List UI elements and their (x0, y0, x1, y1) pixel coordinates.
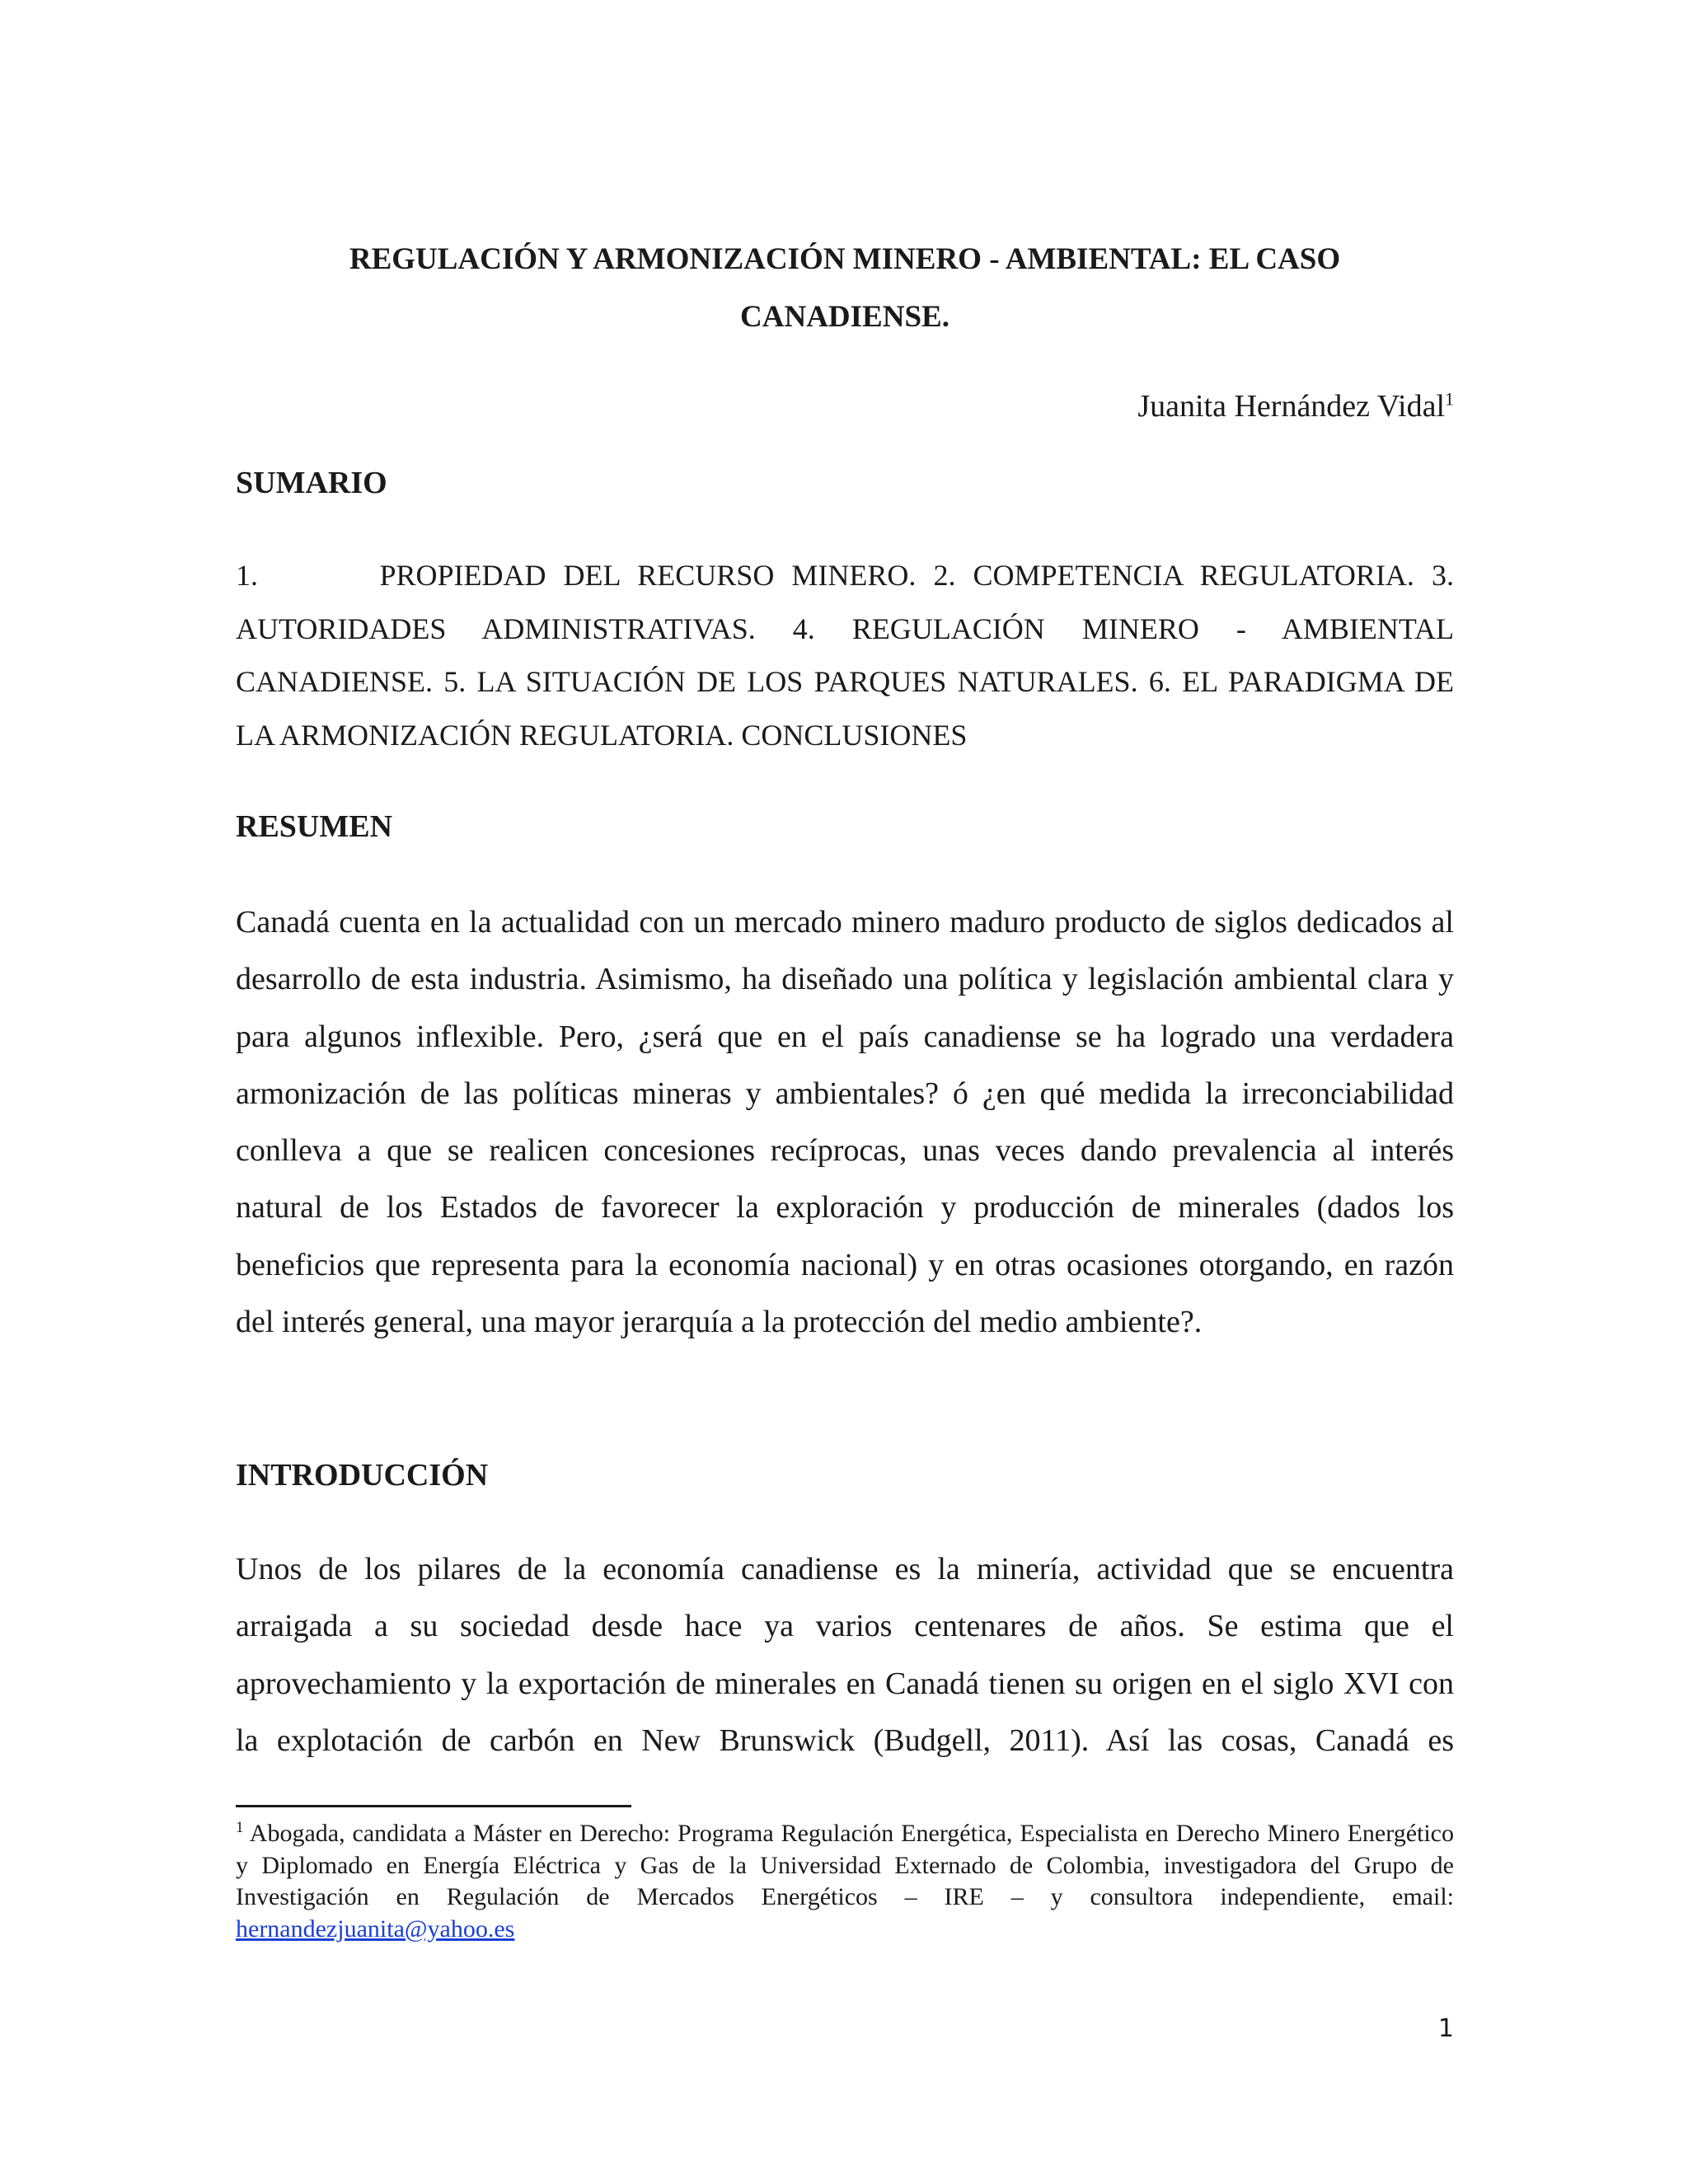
footnote (236, 1818, 1454, 1945)
title-line-2: CANADIENSE. (740, 300, 950, 334)
resumen-heading: RESUMEN (236, 809, 393, 844)
footnote-mark: 1 (236, 1819, 244, 1836)
page-number: 1 (1437, 2014, 1454, 2043)
author-footnote-mark[interactable]: 1 (1445, 388, 1454, 410)
author-line (236, 382, 1454, 431)
sumario-heading: SUMARIO (236, 466, 387, 500)
introduccion-paragraph: Unos de los pilares de la economía canadiense es la minería, actividad que se encuentra arraigada a su sociedad desde hace ya varios centenares de años. Se estima que el aprovechamiento y la exportación de minerales en Canadá tienen su origen en el siglo XVI con la explotación de carbón en New Brunswick (Budgell, 2011). Así las cosas, Canadá es (236, 1552, 1454, 1758)
sumario-text: 1. PROPIEDAD DEL RECURSO MINERO. 2. COMPETENCIA REGULATORIA. 3. AUTORIDADES ADMINISTRATIVAS. 4. REGULACIÓN MINERO - AMBIENTAL CANADIENSE. 5. LA SITUACIÓN DE LOS PARQUES NATURALES. 6. EL PARADIGMA DE LA ARMONIZACIÓN REGULATORIA. CONCLUSIONES (236, 559, 1454, 752)
footnote-separator (236, 1805, 631, 1807)
introduccion-heading: INTRODUCCIÓN (236, 1458, 489, 1493)
title-line-1: REGULACIÓN Y ARMONIZACIÓN MINERO - AMBIENTAL: EL CASO (349, 242, 1341, 276)
author-name: Juanita Hernández Vidal (1137, 389, 1445, 424)
resumen-paragraph: Canadá cuenta en la actualidad con un mercado minero maduro producto de siglos dedicados al desarrollo de esta industria. Asimismo, ha diseñado una política y legislación ambiental clara y para algunos inflexible. Pero, ¿será que en el país canadiense se ha logrado una verdadera armonización de las políticas mineras y ambientales? ó ¿en qué medida la irreconciabilidad conlleva a que se realicen concesiones recíprocas, unas veces dando prevalencia al interés natural de los Estados de favorecer la exploración y producción de minerales (dados los beneficios que representa para la economía nacional) y en otras ocasiones otorgando, en razón del interés general, una mayor jerarquía a la protección del medio ambiente?. (236, 905, 1454, 1340)
document-title (236, 231, 1454, 346)
footnote-email-link[interactable]: hernandezjuanita@yahoo.es (236, 1915, 515, 1943)
footnote-text: Abogada, candidata a Máster en Derecho: Programa Regulación Energética, Especialista en Derecho Minero Energético y Diplomado en Energía Eléctrica y Gas de la Universidad Externado de Colombia, investigadora del Grupo de Investigación en Regulación de Mercados Energéticos – IRE – y consultora independiente, email: (236, 1820, 1454, 1910)
